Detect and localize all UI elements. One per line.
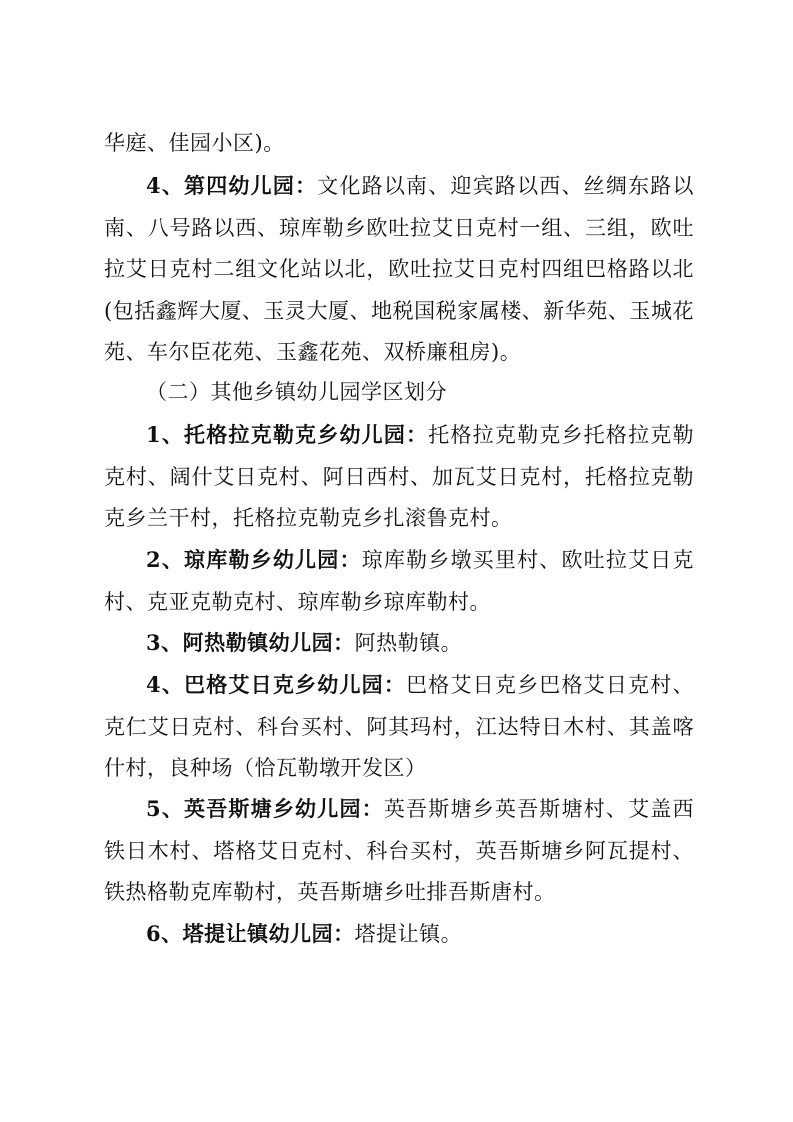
paragraph-fourth-kindergarten — [104, 165, 694, 374]
section-heading-other-townships — [146, 372, 694, 414]
paragraph-tatirang-kindergarten — [104, 913, 694, 956]
paragraph-heading: 3、阿热勒镇幼儿园： — [146, 630, 355, 655]
paragraph-text: 巴格艾日克乡巴格艾日克村、克仁艾日克村、科台买村、阿其玛村，江达特日木村、其盖喀什村，良种场（恰瓦勒墩开发区） — [104, 673, 694, 780]
paragraph-text: 塔提让镇。 — [354, 922, 463, 946]
paragraph-heading: 6、塔提让镇幼儿园： — [146, 921, 355, 946]
paragraph-continuation — [104, 123, 694, 165]
paragraph-tograk-kindergarten — [104, 414, 694, 540]
paragraph-heading: 5、英吾斯塘乡幼儿园： — [146, 796, 384, 821]
section-heading-text: （二）其他乡镇幼儿园学区划分 — [146, 380, 447, 404]
paragraph-text: 托格拉克勒克乡托格拉克勒克村、阔什艾日克村、阿日西村、加瓦艾日克村，托格拉克勒克乡兰干村，托格拉克勒克乡扎滚鲁克村。 — [104, 423, 694, 530]
paragraph-text: 阿热勒镇。 — [354, 631, 463, 655]
paragraph-heading: 4、第四幼儿园： — [146, 173, 318, 198]
paragraph-yingwusitang-kindergarten — [104, 788, 694, 914]
paragraph-heading: 4、巴格艾日克乡幼儿园： — [146, 672, 407, 697]
paragraph-text: 琼库勒乡墩买里村、欧吐拉艾日克村、克亚克勒克村、琼库勒乡琼库勒村。 — [104, 548, 694, 614]
paragraph-bage-kindergarten — [104, 664, 694, 790]
paragraph-arele-kindergarten — [104, 622, 694, 665]
paragraph-heading: 1、托格拉克勒克乡幼儿园： — [146, 422, 429, 447]
paragraph-text: 华庭、佳园小区)。 — [104, 131, 285, 155]
paragraph-heading: 2、琼库勒乡幼儿园： — [146, 547, 362, 572]
paragraph-text: 文化路以南、迎宾路以西、丝绸东路以南、八号路以西、琼库勒乡欧吐拉艾日克村一组、三组，欧吐拉艾日克村二组文化站以北，欧吐拉艾日克村四组巴格路以北(包括鑫辉大厦、玉灵大厦、地税国税家属楼、新华苑、玉城花苑、车尔臣花苑、玉鑫花苑、双桥廉租房)。 — [104, 174, 694, 364]
paragraph-qiongkule-kindergarten — [104, 539, 694, 623]
paragraph-text: 英吾斯塘乡英吾斯塘村、艾盖西铁日木村、塔格艾日克村、科台买村，英吾斯塘乡阿瓦提村、铁热格勒克库勒村，英吾斯塘乡吐排吾斯唐村。 — [104, 797, 694, 904]
